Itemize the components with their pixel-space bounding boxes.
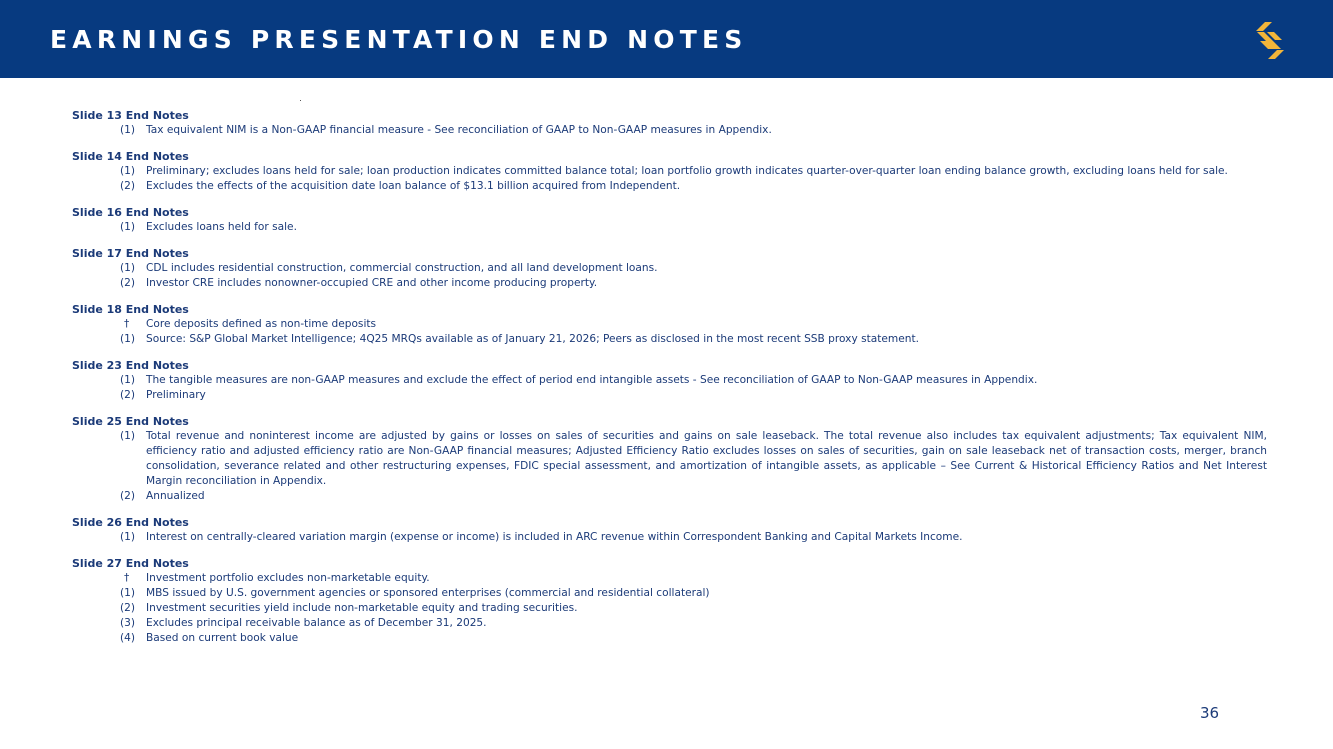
note-item	[72, 586, 1267, 601]
section-title: Slide 17 End Notes	[72, 247, 189, 260]
note-text: Total revenue and noninterest income are adjusted by gains or losses on sales of securities and gains on sale leaseback. The total revenue also includes tax equivalent adjustments; Tax equivalent NIM, efficiency ratio and adjusted efficiency ratio are Non-GAAP financial measures; Adjusted Efficiency Ratio excludes losses on sales of securities, gain on sale leaseback net of transaction costs, merger, branch consolidation, severance related and other restructuring expenses, FDIC special assessment, and amortization of intangible assets, as applicable – See Current & Historical Efficiency Ratios and Net Interest Margin reconciliation in Appendix.	[146, 430, 1267, 487]
note-item	[72, 164, 1267, 179]
note-marker: (1)	[120, 333, 136, 345]
note-marker: †	[124, 318, 130, 330]
section-title: Slide 26 End Notes	[72, 516, 189, 529]
end-notes-section	[72, 108, 1267, 138]
header-bar	[0, 0, 1333, 78]
page-title: EARNINGS PRESENTATION END NOTES	[50, 25, 748, 54]
end-notes-content	[72, 108, 1267, 657]
note-item	[72, 261, 1267, 276]
end-notes-section	[72, 302, 1267, 347]
end-notes-section	[72, 205, 1267, 235]
note-marker: (4)	[120, 632, 136, 644]
note-text: Source: S&P Global Market Intelligence; 4Q25 MRQs available as of January 21, 2026; Peers as disclosed in the most recent SSB proxy statement.	[146, 333, 919, 345]
note-marker: (2)	[120, 490, 136, 502]
note-item	[72, 631, 1267, 646]
note-item	[72, 179, 1267, 194]
note-item	[72, 616, 1267, 631]
note-text: Based on current book value	[146, 632, 299, 644]
note-marker: (1)	[120, 262, 136, 274]
note-item	[72, 373, 1267, 388]
note-text: Investment securities yield include non-marketable equity and trading securities.	[146, 602, 578, 614]
note-item	[72, 489, 1267, 504]
note-text: Tax equivalent NIM is a Non-GAAP financial measure - See reconciliation of GAAP to Non-GAAP measures in Appendix.	[146, 124, 772, 136]
section-title: Slide 27 End Notes	[72, 557, 189, 570]
note-text: Excludes principal receivable balance as of December 31, 2025.	[146, 617, 487, 629]
note-text: Investment portfolio excludes non-marketable equity.	[146, 572, 430, 584]
note-marker: †	[124, 572, 130, 584]
note-text: Core deposits defined as non-time deposits	[146, 318, 377, 330]
note-text: CDL includes residential construction, commercial construction, and all land development loans.	[146, 262, 658, 274]
end-notes-section	[72, 515, 1267, 545]
section-title: Slide 18 End Notes	[72, 303, 189, 316]
note-item	[72, 220, 1267, 235]
note-marker: (1)	[120, 124, 136, 136]
note-marker: (2)	[120, 180, 136, 192]
stray-dot	[300, 100, 301, 101]
note-marker: (1)	[120, 374, 136, 386]
note-item	[72, 276, 1267, 291]
note-item	[72, 317, 1267, 332]
note-marker: (1)	[120, 430, 136, 442]
note-text: Excludes loans held for sale.	[146, 221, 297, 233]
end-notes-section	[72, 358, 1267, 403]
note-marker: (2)	[120, 277, 136, 289]
note-text: Interest on centrally-cleared variation margin (expense or income) is included in ARC revenue within Correspondent Banking and Capital Markets Income.	[146, 531, 963, 543]
note-item	[72, 429, 1267, 489]
note-text: MBS issued by U.S. government agencies or sponsored enterprises (commercial and residential collateral)	[146, 587, 710, 599]
note-item	[72, 123, 1267, 138]
page-number: 36	[1200, 704, 1220, 722]
note-text: Excludes the effects of the acquisition date loan balance of $13.1 billion acquired from Independent.	[146, 180, 681, 192]
note-item	[72, 530, 1267, 545]
note-marker: (2)	[120, 602, 136, 614]
end-notes-section	[72, 149, 1267, 194]
section-title: Slide 23 End Notes	[72, 359, 189, 372]
note-text: Preliminary; excludes loans held for sale; loan production indicates committed balance total; loan portfolio growth indicates quarter-over-quarter loan ending balance growth, excluding loans held for sale.	[146, 165, 1228, 177]
end-notes-section	[72, 414, 1267, 504]
section-title: Slide 13 End Notes	[72, 109, 189, 122]
note-marker: (1)	[120, 587, 136, 599]
note-text: Preliminary	[146, 389, 206, 401]
section-title: Slide 16 End Notes	[72, 206, 189, 219]
note-text: Annualized	[146, 490, 205, 502]
section-title: Slide 14 End Notes	[72, 150, 189, 163]
note-marker: (1)	[120, 165, 136, 177]
end-notes-section	[72, 246, 1267, 291]
note-text: The tangible measures are non-GAAP measures and exclude the effect of period end intangible assets - See reconciliation of GAAP to Non-GAAP measures in Appendix.	[146, 374, 1038, 386]
note-marker: (1)	[120, 531, 136, 543]
end-notes-section	[72, 556, 1267, 646]
section-title: Slide 25 End Notes	[72, 415, 189, 428]
note-marker: (2)	[120, 389, 136, 401]
ssb-logo-icon	[1255, 22, 1287, 60]
note-text: Investor CRE includes nonowner-occupied CRE and other income producing property.	[146, 277, 598, 289]
note-marker: (1)	[120, 221, 136, 233]
note-item	[72, 601, 1267, 616]
note-item	[72, 388, 1267, 403]
note-item	[72, 571, 1267, 586]
note-item	[72, 332, 1267, 347]
note-marker: (3)	[120, 617, 136, 629]
